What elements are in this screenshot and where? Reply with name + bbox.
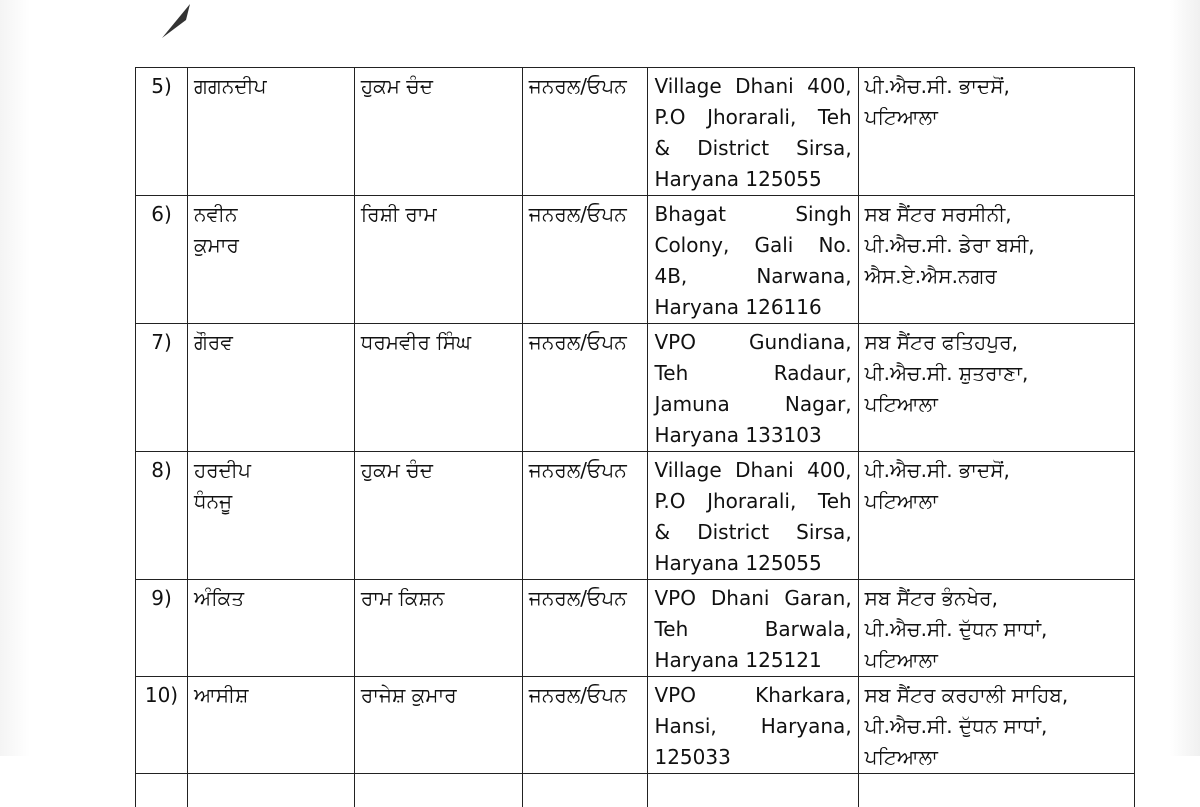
father-name-cell <box>354 452 522 580</box>
empty-cell <box>648 774 858 807</box>
serial-number-cell-text: 5) <box>142 71 181 102</box>
serial-number-cell-text: 9) <box>142 583 181 614</box>
posting-cell <box>858 452 1134 580</box>
category-cell <box>522 196 648 324</box>
candidate-name-cell-text: ਨਵੀਨ ਕੁਮਾਰ <box>194 199 348 261</box>
father-name-cell-text: ਰਾਮ ਕਿਸ਼ਨ <box>361 583 516 614</box>
address-cell <box>648 196 858 324</box>
father-name-cell-text: ਰਾਜੇਸ਼ ਕੁਮਾਰ <box>361 680 516 711</box>
serial-number-cell <box>136 580 188 677</box>
address-cell <box>648 68 858 196</box>
address-line: Jamuna Nagar, <box>654 389 851 420</box>
category-cell-text: ਜਨਰਲ/ਓਪਨ <box>529 455 642 486</box>
address-line: VPO Gundiana, <box>654 327 851 358</box>
address-cell <box>648 324 858 452</box>
address-line: VPO Kharkara, <box>654 680 851 711</box>
serial-number-cell <box>136 68 188 196</box>
posting-cell-text: ਸਬ ਸੈਂਟਰ ਫਤਿਹਪੁਰ, ਪੀ.ਐਚ.ਸੀ. ਸ਼ੁਤਰਾਣਾ, ਪਟਿਆਲਾ <box>865 327 1128 420</box>
father-name-cell <box>354 580 522 677</box>
table-row <box>136 677 1135 774</box>
posting-cell-text: ਸਬ ਸੈਂਟਰ ਭੰਨਖੇਰ, ਪੀ.ਐਚ.ਸੀ. ਦੁੱਧਨ ਸਾਧਾਂ, ਪਟਿਆਲਾ <box>865 583 1128 676</box>
candidate-name-cell <box>188 452 355 580</box>
serial-number-cell-text: 8) <box>142 455 181 486</box>
address-line: Colony, Gali No. <box>654 230 851 261</box>
candidate-name-cell-text: ਗੌਰਵ <box>194 327 348 358</box>
posting-cell <box>858 324 1134 452</box>
posting-cell <box>858 677 1134 774</box>
serial-number-cell <box>136 324 188 452</box>
address-line: Hansi, Haryana, <box>654 711 851 742</box>
address-line: Bhagat Singh <box>654 199 851 230</box>
address-line: Haryana 126116 <box>654 292 851 323</box>
serial-number-cell <box>136 452 188 580</box>
address-line: Village Dhani 400, <box>654 455 851 486</box>
candidate-name-cell <box>188 324 355 452</box>
posting-cell-text: ਪੀ.ਐਚ.ਸੀ. ਭਾਦਸੋਂ, ਪਟਿਆਲਾ <box>865 455 1128 517</box>
address-line: P.O Jhorarali, Teh <box>654 486 851 517</box>
serial-number-cell-text: 6) <box>142 199 181 230</box>
empty-cell <box>188 774 355 807</box>
table-row <box>136 196 1135 324</box>
address-line: 4B, Narwana, <box>654 261 851 292</box>
father-name-cell <box>354 196 522 324</box>
serial-number-cell <box>136 677 188 774</box>
address-cell <box>648 677 858 774</box>
address-line: Teh Radaur, <box>654 358 851 389</box>
category-cell-text: ਜਨਰਲ/ਓਪਨ <box>529 327 642 358</box>
address-cell <box>648 580 858 677</box>
table-row-partial <box>136 774 1135 807</box>
empty-cell <box>858 774 1134 807</box>
serial-number-cell-text: 10) <box>142 680 181 711</box>
posting-cell-text: ਪੀ.ਐਚ.ਸੀ. ਭਾਦਸੋਂ, ਪਟਿਆਲਾ <box>865 71 1128 133</box>
father-name-cell-text: ਹੁਕਮ ਚੰਦ <box>361 71 516 102</box>
father-name-cell <box>354 677 522 774</box>
category-cell <box>522 324 648 452</box>
candidate-name-cell <box>188 196 355 324</box>
address-line: VPO Dhani Garan, <box>654 583 851 614</box>
posting-cell-text: ਸਬ ਸੈਂਟਰ ਕਰਹਾਲੀ ਸਾਹਿਬ, ਪੀ.ਐਚ.ਸੀ. ਦੁੱਧਨ ਸਾਧਾਂ, ਪਟਿਆਲਾ <box>865 680 1128 773</box>
candidate-name-cell-text: ਆਸੀਸ਼ <box>194 680 348 711</box>
candidate-name-cell-text: ਹਰਦੀਪ ਧੰਨਜੂ <box>194 455 348 517</box>
category-cell-text: ਜਨਰਲ/ਓਪਨ <box>529 680 642 711</box>
candidate-name-cell <box>188 580 355 677</box>
father-name-cell <box>354 68 522 196</box>
serial-number-cell <box>136 196 188 324</box>
posting-cell-text: ਸਬ ਸੈਂਟਰ ਸਰਸੀਨੀ, ਪੀ.ਐਚ.ਸੀ. ਡੇਰਾ ਬਸੀ, ਐਸ.ਏ.ਐਸ.ਨਗਰ <box>865 199 1128 292</box>
father-name-cell-text: ਹੁਕਮ ਚੰਦ <box>361 455 516 486</box>
address-line: & District Sirsa, <box>654 517 851 548</box>
candidate-name-cell-text: ਗਗਨਦੀਪ <box>194 71 348 102</box>
table-row <box>136 68 1135 196</box>
candidate-table <box>135 67 1135 807</box>
address-line: & District Sirsa, <box>654 133 851 164</box>
father-name-cell-text: ਰਿਸ਼ੀ ਰਾਮ <box>361 199 516 230</box>
candidate-name-cell <box>188 68 355 196</box>
posting-cell <box>858 68 1134 196</box>
candidate-table-body <box>136 68 1135 807</box>
posting-cell <box>858 580 1134 677</box>
empty-cell <box>136 774 188 807</box>
address-line: Haryana 125055 <box>654 164 851 195</box>
candidate-name-cell <box>188 677 355 774</box>
address-line: Village Dhani 400, <box>654 71 851 102</box>
category-cell <box>522 580 648 677</box>
empty-cell <box>354 774 522 807</box>
empty-cell <box>522 774 648 807</box>
category-cell-text: ਜਨਰਲ/ਓਪਨ <box>529 583 642 614</box>
father-name-cell-text: ਧਰਮਵੀਰ ਸਿੰਘ <box>361 327 516 358</box>
candidate-name-cell-text: ਅੰਕਿਤ <box>194 583 348 614</box>
scan-artifact-mark <box>160 0 200 40</box>
address-line: Teh Barwala, <box>654 614 851 645</box>
address-line: Haryana 125055 <box>654 548 851 579</box>
table-row <box>136 324 1135 452</box>
address-cell <box>648 452 858 580</box>
address-line: Haryana 133103 <box>654 420 851 451</box>
father-name-cell <box>354 324 522 452</box>
category-cell-text: ਜਨਰਲ/ਓਪਨ <box>529 199 642 230</box>
category-cell <box>522 68 648 196</box>
serial-number-cell-text: 7) <box>142 327 181 358</box>
category-cell <box>522 452 648 580</box>
table-row <box>136 452 1135 580</box>
category-cell <box>522 677 648 774</box>
address-line: Haryana 125121 <box>654 645 851 676</box>
category-cell-text: ਜਨਰਲ/ਓਪਨ <box>529 71 642 102</box>
address-line: 125033 <box>654 742 851 773</box>
address-line: P.O Jhorarali, Teh <box>654 102 851 133</box>
table-row <box>136 580 1135 677</box>
posting-cell <box>858 196 1134 324</box>
